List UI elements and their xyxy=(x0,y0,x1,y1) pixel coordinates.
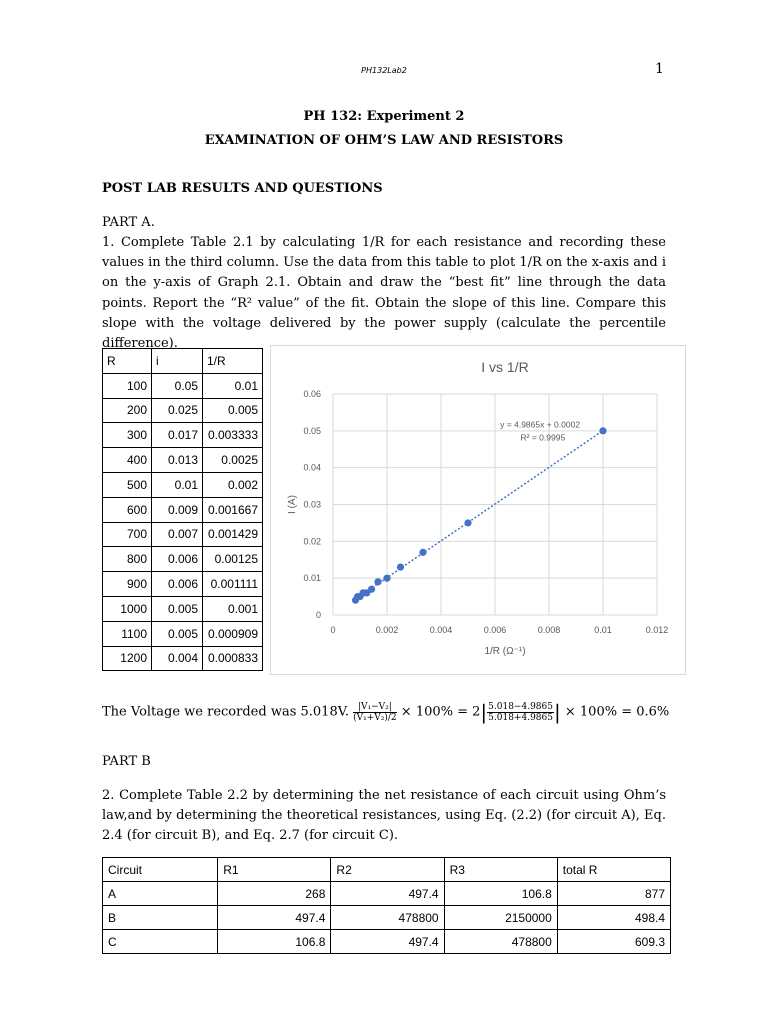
table-cell: 0.017 xyxy=(152,423,203,448)
table-cell: 1200 xyxy=(103,646,152,671)
table-cell: 0.05 xyxy=(152,373,203,398)
section-heading: POST LAB RESULTS AND QUESTIONS xyxy=(102,181,383,196)
table-row xyxy=(103,882,671,906)
chart-container xyxy=(270,345,686,675)
table-cell: 200 xyxy=(103,398,152,423)
table-cell: 0.003333 xyxy=(203,423,263,448)
table-cell: 106.8 xyxy=(444,882,557,906)
trendline xyxy=(355,431,603,599)
table-row xyxy=(103,448,263,473)
table-row xyxy=(103,621,263,646)
fraction-1-numerator: |V₁−V₂| xyxy=(353,702,397,713)
table-cell: 0.000833 xyxy=(203,646,263,671)
table-cell: 0.01 xyxy=(152,472,203,497)
scatter-chart xyxy=(271,346,685,674)
table-cell: 1000 xyxy=(103,596,152,621)
table-cell: 2150000 xyxy=(444,906,557,930)
table-cell: 478800 xyxy=(331,906,444,930)
header-cell: i xyxy=(152,349,203,374)
x-tick-label: 0.008 xyxy=(537,625,561,635)
table-row xyxy=(103,906,671,930)
table-cell: 0.001111 xyxy=(203,572,263,597)
x-axis-label: 1/R (Ω⁻¹) xyxy=(484,646,526,657)
table-cell: 800 xyxy=(103,547,152,572)
y-tick-label: 0.06 xyxy=(303,389,321,399)
table-cell: 0.0025 xyxy=(203,448,263,473)
table-cell: 498.4 xyxy=(557,906,670,930)
table-cell: 0.000909 xyxy=(203,621,263,646)
fraction-2-denominator: 5.018+4.9865 xyxy=(488,712,553,723)
header-cell: 1/R xyxy=(203,349,263,374)
table-cell: 0.006 xyxy=(152,572,203,597)
table-cell: 0.001 xyxy=(203,596,263,621)
y-tick-label: 0.02 xyxy=(303,536,321,547)
table-cell: 600 xyxy=(103,497,152,522)
table-cell: 0.004 xyxy=(152,646,203,671)
table-cell: 0.01 xyxy=(203,373,263,398)
table-cell: 0.005 xyxy=(152,621,203,646)
x-tick-label: 0.002 xyxy=(375,625,399,635)
table-row xyxy=(103,596,263,621)
table-cell: 0.007 xyxy=(152,522,203,547)
x-tick-label: 0.012 xyxy=(645,625,669,635)
x-tick-label: 0.006 xyxy=(483,625,507,635)
multiplier-1: × 100% = 2 xyxy=(400,704,481,720)
page-number: 1 xyxy=(655,61,664,77)
table-row xyxy=(103,423,263,448)
table-cell: 497.4 xyxy=(218,906,331,930)
table-cell: A xyxy=(103,882,218,906)
header-cell: total R xyxy=(557,858,670,882)
table-row xyxy=(103,497,263,522)
table-cell: 300 xyxy=(103,423,152,448)
chart-title: I vs 1/R xyxy=(481,359,529,375)
table-cell: B xyxy=(103,906,218,930)
table-cell: 100 xyxy=(103,373,152,398)
table-cell: 500 xyxy=(103,472,152,497)
table-row xyxy=(103,373,263,398)
y-axis-label: I (A) xyxy=(287,495,298,514)
fraction-1 xyxy=(353,702,397,723)
voltage-text: The Voltage we recorded was 5.018V. xyxy=(102,704,349,720)
running-header: PH132Lab2 xyxy=(361,66,407,75)
voltage-line: The Voltage we recorded was 5.018V. $\frac{\text{|V₁−V₂|}}{\text{(V₁+V₂)/2}}$ × 100% = 2| $\frac{5.018-4.9865}{5.018+4.9865}$ | × 100% = 0.6% xyxy=(102,700,670,724)
question-2: 2. Complete Table 2.2 by determining the net resistance of each circuit using Ohm’s law,and by determining the theoretical resistances, using Eq. (2.2) (for circuit A), Eq. 2.4 (for circuit B), and Eq. 2.7 (for circuit C). xyxy=(102,788,666,844)
data-point xyxy=(464,519,471,526)
r-squared-label: R² = 0.9995 xyxy=(520,432,566,443)
table-cell: 1100 xyxy=(103,621,152,646)
part-a-label: PART A. xyxy=(102,215,155,230)
table-cell: 497.4 xyxy=(331,882,444,906)
table-header-row xyxy=(103,349,263,374)
x-tick-label: 0 xyxy=(330,625,336,635)
table-cell: 0.005 xyxy=(203,398,263,423)
table-cell: 268 xyxy=(218,882,331,906)
table-row xyxy=(103,547,263,572)
data-point xyxy=(397,564,404,571)
table-row xyxy=(103,572,263,597)
table-row xyxy=(103,646,263,671)
header-cell: R xyxy=(103,349,152,374)
data-point xyxy=(374,578,381,585)
table-cell: 0.009 xyxy=(152,497,203,522)
fraction-1-denominator: (V₁+V₂)/2 xyxy=(353,712,397,723)
paper-subtitle: EXAMINATION OF OHM’S LAW AND RESISTORS xyxy=(204,133,564,148)
y-tick-label: 0 xyxy=(315,610,321,620)
data-point xyxy=(599,427,606,434)
table-cell: 609.3 xyxy=(557,930,670,954)
fraction-2-numerator: 5.018−4.9865 xyxy=(488,701,553,712)
table-cell: 877 xyxy=(557,882,670,906)
table-cell: 0.002 xyxy=(203,472,263,497)
table-cell: C xyxy=(103,930,218,954)
y-tick-label: 0.04 xyxy=(303,462,321,473)
x-tick-label: 0.004 xyxy=(429,625,453,635)
header-cell: Circuit xyxy=(103,858,218,882)
table-cell: 700 xyxy=(103,522,152,547)
table-cell: 0.00125 xyxy=(203,547,263,572)
x-tick-label: 0.01 xyxy=(594,625,612,635)
table-cell: 0.001429 xyxy=(203,522,263,547)
header-cell: R3 xyxy=(444,858,557,882)
data-point xyxy=(383,575,390,582)
table-cell: 478800 xyxy=(444,930,557,954)
part-b-label: PART B xyxy=(102,754,151,769)
table-row xyxy=(103,398,263,423)
data-point xyxy=(352,597,359,604)
table-cell: 497.4 xyxy=(331,930,444,954)
table-cell: 106.8 xyxy=(218,930,331,954)
table-row xyxy=(103,522,263,547)
y-tick-label: 0.05 xyxy=(303,425,321,436)
table-cell: 0.013 xyxy=(152,448,203,473)
question-1: 1. Complete Table 2.1 by calculating 1/R for each resistance and recording these values in the third column. Use the data from this table to plot 1/R on the x-axis and i on the y-axis of Graph 2.1. Obtain and draw the “best fit” line through the data points. Report the “R² value” of the fit. Obtain the slope of this line. Compare this slope with the voltage delivered by the power supply (calculate the percentile difference). xyxy=(102,235,666,352)
table-row xyxy=(103,472,263,497)
table-cell: 0.005 xyxy=(152,596,203,621)
y-tick-label: 0.03 xyxy=(303,499,321,510)
trendline-equation: y = 4.9865x + 0.0002 xyxy=(500,419,581,430)
data-point xyxy=(419,549,426,556)
table-cell: 900 xyxy=(103,572,152,597)
header-cell: R1 xyxy=(218,858,331,882)
paper-title: PH 132: Experiment 2 xyxy=(303,109,465,124)
table-row xyxy=(103,930,671,954)
table-cell: 0.006 xyxy=(152,547,203,572)
table-2-1 xyxy=(102,348,263,671)
table-cell: 400 xyxy=(103,448,152,473)
table-header-row xyxy=(103,858,671,882)
header-cell: R2 xyxy=(331,858,444,882)
voltage-result: × 100% = 0.6% xyxy=(564,704,670,720)
table-2-2 xyxy=(102,857,671,954)
y-tick-label: 0.01 xyxy=(303,573,321,584)
table-cell: 0.025 xyxy=(152,398,203,423)
table-cell: 0.001667 xyxy=(203,497,263,522)
fraction-2 xyxy=(487,702,554,723)
